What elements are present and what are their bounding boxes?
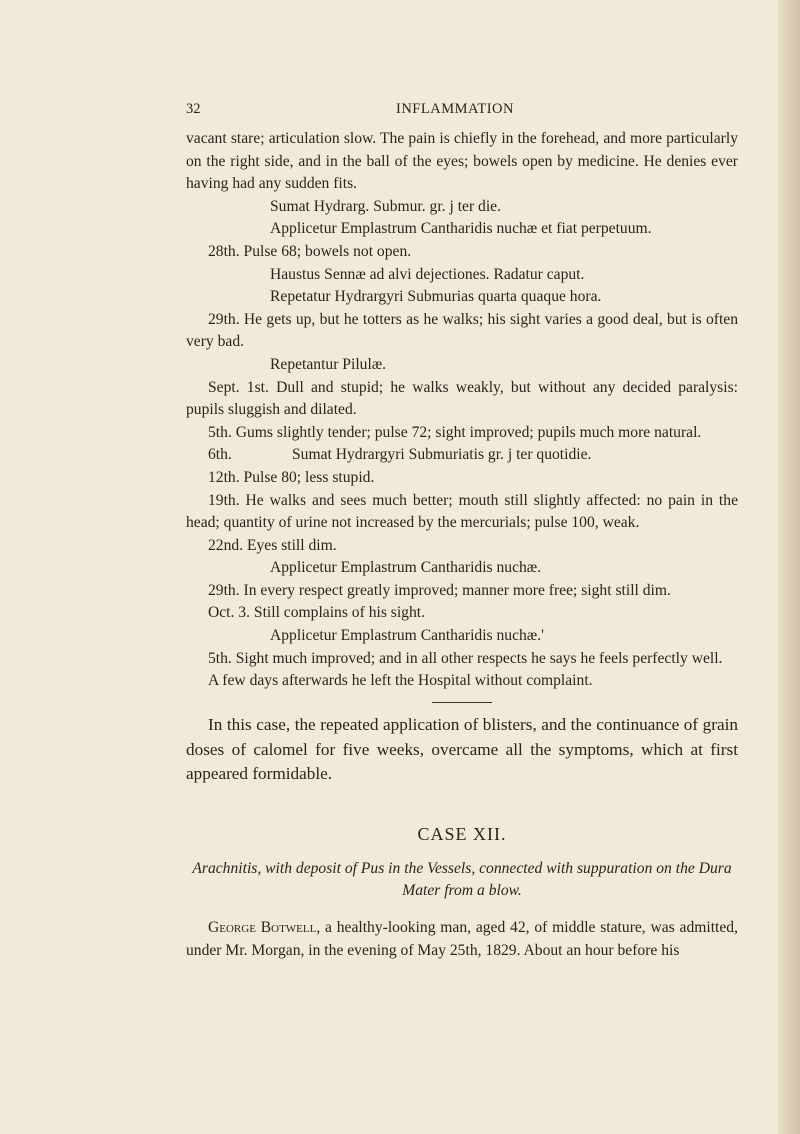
case-subtitle: Arachnitis, with deposit of Pus in the Vessels, connected with suppuration on the Dura Mater from a blow. [192,859,732,900]
case-notes-paragraph: Sept. 1st. Dull and stupid; he walks weakly, but without any decided paralysis: pupils sluggish and dilated. [186,378,738,419]
case-heading: CASE XII. [417,824,507,845]
prescription-line: Applicetur Emplastrum Cantharidis nuchæ. [270,559,542,577]
prescription-line: Repetantur Pilulæ. [270,355,387,373]
prescription-line: Repetatur Hydrargyri Submurias quarta quaque hora. [270,288,602,306]
case-notes-paragraph: 28th. Pulse 68; bowels not open. [208,242,412,260]
case-notes-paragraph: 22nd. Eyes still dim. [208,536,337,554]
dated-prescription [186,444,738,467]
case-notes-paragraph: 29th. He gets up, but he totters as he walks; his sight varies a good deal, but is often very bad. [186,310,738,351]
entry-date: 6th. [208,446,232,464]
case-opening-paragraph [186,917,738,962]
case-notes-paragraph: 29th. In every respect greatly improved; manner more free; sight still dim. [208,581,671,599]
case-notes-paragraph: 5th. Gums slightly tender; pulse 72; sight improved; pupils much more natural. [208,423,702,441]
case-commentary: In this case, the repeated application of blisters, and the continuance of grain doses of calomel for five weeks, overcame all the symptoms, which at first appeared formidable. [186,714,738,784]
case-opening-text: a healthy-looking man, aged 42, of middle stature, was admitted, under Mr. Morgan, in the evening of May 25th, 1829. About an hour before his [186,919,739,959]
prescription-line: Haustus Sennæ ad alvi dejectiones. Radatur caput. [270,265,585,283]
case-notes-paragraph: Oct. 3. Still complains of his sight. [208,604,426,622]
section-divider [432,702,492,703]
page-number: 32 [186,101,201,117]
prescription-line: Sumat Hydrarg. Submur. gr. j ter die. [270,197,501,215]
prescription-line: Applicetur Emplastrum Cantharidis nuchæ.' [270,627,544,645]
case-notes-paragraph: 12th. Pulse 80; less stupid. [208,468,375,486]
case-notes-paragraph: 19th. He walks and sees much better; mouth still slightly affected: no pain in the head; quantity of urine not increased by the mercurials; pulse 100, weak. [186,491,738,532]
patient-name: George Botwell, [208,919,321,937]
book-page [186,98,738,962]
running-head [186,98,738,128]
prescription-text: Sumat Hydrargyri Submuriatis gr. j ter quotidie. [292,446,592,464]
case-notes-paragraph: A few days afterwards he left the Hospital without complaint. [208,672,593,690]
case-notes-paragraph: vacant stare; articulation slow. The pain is chiefly in the forehead, and more particularly on the right side, and in the ball of the eyes; bowels open by medicine. He denies ever having had any sudden fits. [186,130,738,193]
page-edge [778,0,800,1134]
running-title: INFLAMMATION [396,101,514,117]
case-notes-paragraph: 5th. Sight much improved; and in all other respects he says he feels perfectly well. [208,649,723,667]
prescription-line: Applicetur Emplastrum Cantharidis nuchæ et fiat perpetuum. [270,220,652,238]
